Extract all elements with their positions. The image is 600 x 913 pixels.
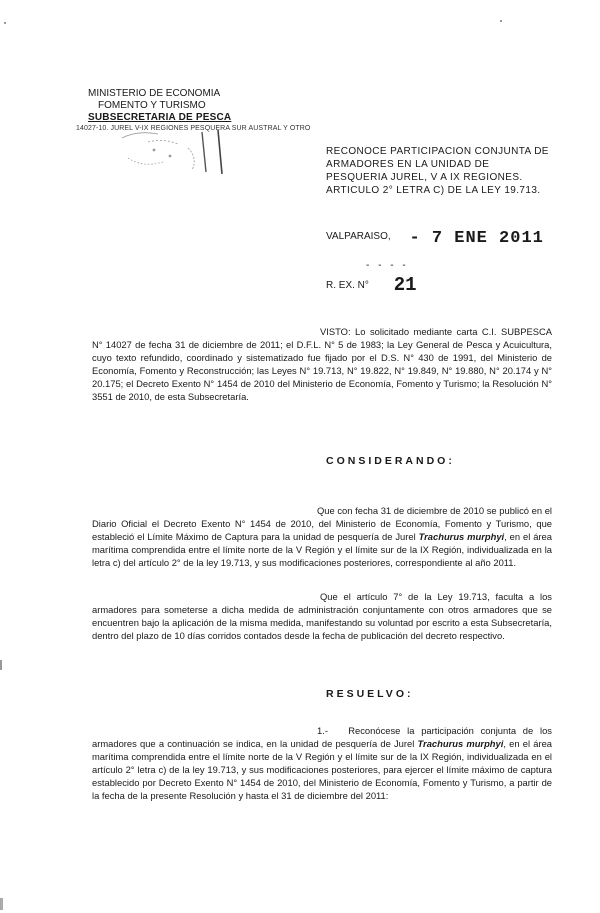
scan-speck	[4, 22, 6, 24]
visto-text: : Lo solicitado mediante carta C.I. SUBPESCA N° 14027 de fecha 31 de diciembre de 2011; el D.F.L. N° 5 de 1983; la Ley General de Pesca y Acuicultura, cuyo texto refundido, coordinado y sistematizado fue fijado por el D.S. N° 430 de 1991, del Ministerio de Economía, Fomento y Reconstrucción; las Leyes N° 19.713, N° 19.822, N° 19.849, N° 19.880, N° 20.174 y N° 20.175; el Decreto Exento N° 1454 de 2010 del Ministerio de Economía, Fomento y Turismo; la Resolución N° 3551 de 2010, de esta Subsecretaría.	[92, 326, 552, 402]
resuelvo-paragraph-1	[92, 724, 552, 802]
considerando-2-text: Que el artículo 7° de la Ley 19.713, faculta a los armadores para someterse a dicha medida de administración conjuntamente con otros armadores que se encuentren bajo la aplicación de la misma medida, manifestando su voluntad por escrito a esta Subsecretaría, dentro del plazo de 10 días corridos contados desde la fecha de publicación del decreto respectivo.	[92, 591, 552, 641]
margin-mark	[0, 898, 3, 910]
org-ministry: MINISTERIO DE ECONOMIA	[88, 88, 221, 99]
resuelvo-1-text-a: Reconócese la participación conjunta de los armadores que a continuación se indica, en la unidad de pesquería de Jurel	[92, 725, 552, 749]
rex-label: R. EX. N°	[326, 280, 369, 291]
considerando-1-text-b: , en el área marítima comprendida entre el límite norte de la V Región y el límite sur de la IX Región, individualizada en la letra c) del artículo 2° de la ley 19.713, y sus modificaciones posteriores, correspondiente al año 2011.	[92, 531, 552, 568]
resuelvo-title: RESUELVO:	[326, 688, 414, 700]
rex-number: 21	[393, 274, 417, 296]
resuelvo-1-number: 1.-	[317, 725, 328, 736]
issuing-organization	[88, 88, 231, 124]
place-label: VALPARAISO,	[326, 231, 391, 242]
considerando-title: CONSIDERANDO:	[326, 455, 455, 467]
org-ministry-area: FOMENTO Y TURISMO	[98, 100, 206, 111]
species-name: Trachurus murphyi	[417, 738, 504, 749]
official-seal-stamp	[118, 128, 228, 178]
scan-speck	[500, 20, 502, 22]
considerando-paragraph-2	[92, 590, 552, 642]
reference-code: 14027-10. JUREL V-IX REGIONES PESQUERA SUR AUSTRAL Y OTRO	[76, 125, 311, 132]
species-name: Trachurus murphyi	[418, 531, 505, 542]
org-subsecretariat: SUBSECRETARIA DE PESCA	[88, 112, 232, 123]
margin-mark	[0, 660, 2, 670]
place-and-date	[326, 226, 544, 248]
visto-label: VISTO	[320, 326, 348, 337]
considerando-paragraph-1	[92, 504, 552, 569]
resolution-heading: RECONOCE PARTICIPACION CONJUNTA DE ARMADORES EN LA UNIDAD DE PESQUERIA JUREL, V A IX REGIONES. ARTICULO 2° LETRA C) DE LA LEY 19.713.	[326, 146, 549, 196]
resuelvo-1-text-b: , en el área marítima comprendida entre el límite norte de la V Región y el límite sur de la IX Región, individualizada en el artículo 2° letra c) de la ley 19.713, y sus modificaciones posteriores, para ejercer el límite máximo de captura establecido por Decreto Exento N° 1454 de 2010, del Ministerio de Economía, Fomento y Turismo, a partir de la fecha de la presente Resolución y hasta el 31 de diciembre del 2011:	[92, 738, 553, 801]
resolution-number	[326, 260, 417, 296]
considerando-1-text-a: Que con fecha 31 de diciembre de 2010 se publicó en el Diario Oficial el Decreto Exento N° 1454 de 2010, del Ministerio de Economía, Fomento y Turismo, que estableció el Límite Máximo de Captura para la unidad de pesquería de Jurel	[92, 505, 552, 542]
date-stamp: - 7 ENE 2011	[409, 229, 544, 248]
number-dashes: - - - -	[366, 260, 409, 271]
visto-paragraph	[92, 325, 552, 403]
